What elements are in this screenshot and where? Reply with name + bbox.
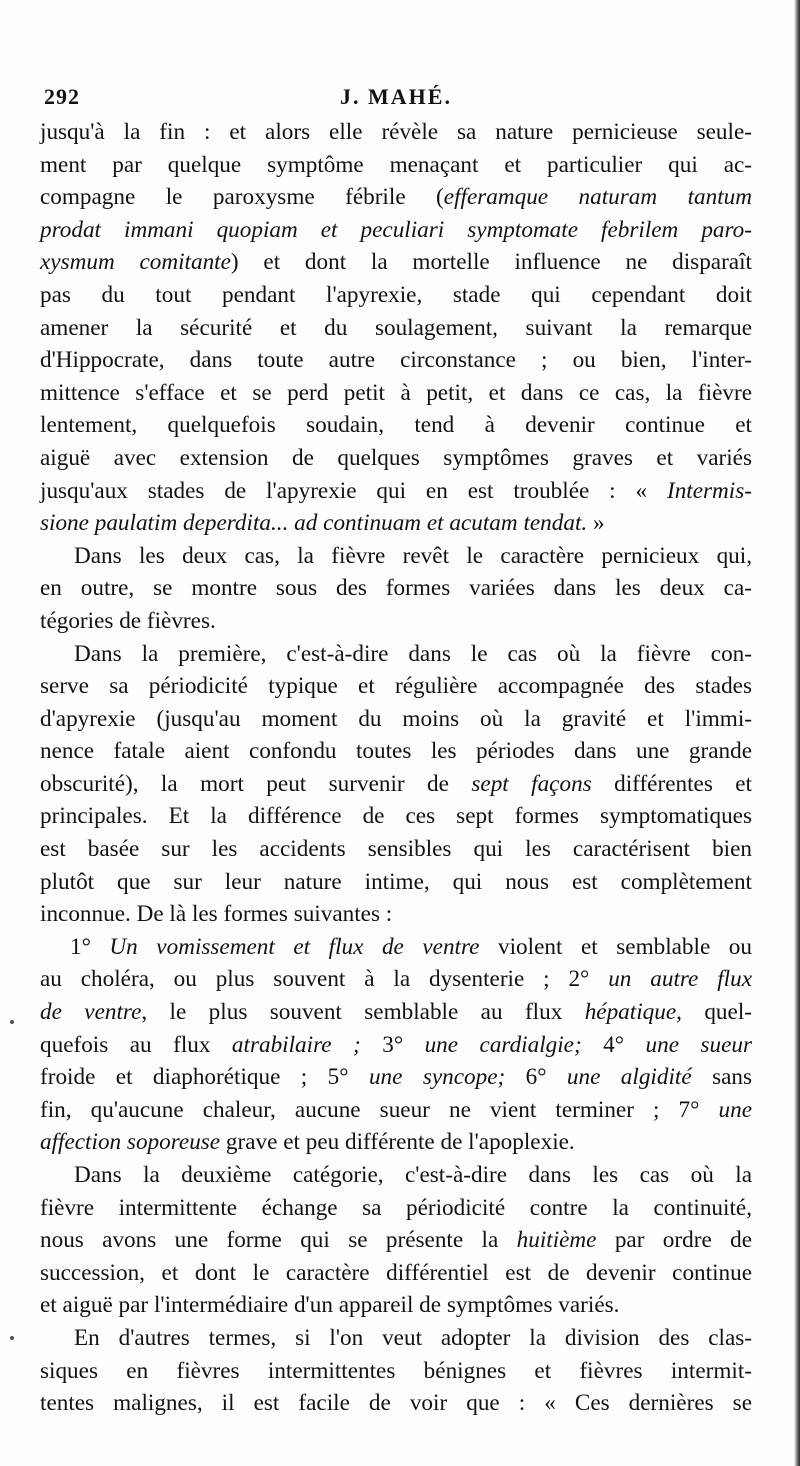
text-line [40, 800, 752, 833]
text-run: Dans la deuxième catégorie, c'est-à-dire dans les cas où la [74, 1162, 752, 1188]
text-run: Dans la première, c'est-à-dire dans le cas où la fièvre con- [74, 640, 752, 667]
text-line [40, 312, 752, 345]
body-text [40, 116, 752, 1420]
italic-run: prodat immani quopiam et peculiari symptomate febrilem paro- [40, 216, 752, 243]
page-number: 292 [44, 84, 80, 109]
page-header [40, 78, 752, 114]
text-run: tentes malignes, il est facile de voir que : « Ces dernières se [40, 1390, 752, 1417]
text-line [40, 540, 752, 573]
text-run: serve sa périodicité typique et régulière accompagnée des stades [40, 673, 752, 700]
text-run: , le plus souvent semblable au flux [141, 999, 585, 1026]
italic-run: atrabilaire ; [231, 1031, 361, 1058]
text-line [40, 246, 752, 279]
text-run: d'apyrexie (jusqu'au moment du moins où la gravité et l'immi- [40, 705, 752, 732]
text-run: principales. Et la différence de ces sept formes symptomatiques [40, 803, 752, 830]
text-run: violent et semblable ou [479, 933, 752, 960]
running-head: J. MAHÉ. [340, 84, 452, 109]
text-line [40, 1289, 752, 1322]
text-run: 6° [505, 1064, 567, 1091]
text-line [40, 670, 752, 703]
page-edge-shadow [794, 0, 800, 1466]
text-run: nous avons une forme qui se présente la [40, 1227, 517, 1254]
margin-mark [10, 1020, 14, 1024]
text-line [40, 833, 752, 866]
text-line [40, 1224, 752, 1257]
italic-run: huitième [516, 1227, 597, 1254]
text-run: 4° [581, 1031, 646, 1058]
text-line [40, 377, 752, 410]
text-line [40, 768, 752, 801]
text-run: , quel- [676, 999, 752, 1026]
text-run: amener la sécurité et du soulagement, suivant la remarque [40, 314, 752, 341]
text-run: d'Hippocrate, dans toute autre circonstance ; ou bien, l'inter- [40, 347, 752, 374]
text-run: en outre, se montre sous des formes variées dans les deux ca- [40, 575, 752, 602]
text-run: fièvre intermittente échange sa périodicité contre la continuité, [40, 1194, 752, 1221]
text-run: par ordre de [596, 1227, 752, 1254]
text-line [40, 1257, 752, 1290]
text-run: pas du tout pendant l'apyrexie, stade qui cependant doit [40, 281, 752, 308]
italic-run: de ventre [40, 999, 142, 1026]
text-run: au choléra, ou plus souvent à la dysenterie ; 2° [40, 966, 609, 993]
text-run: 1° [70, 933, 110, 960]
text-run: grave et peu différente de l'apoplexie. [220, 1129, 575, 1156]
text-line [40, 149, 752, 182]
text-line [40, 442, 752, 475]
text-run: est basée sur les accidents sensibles qui les caractérisent bien [40, 836, 752, 863]
text-line [40, 996, 752, 1029]
text-line [40, 409, 752, 442]
text-run: Dans les deux cas, la fièvre revêt le caractère pernicieux qui, [74, 542, 752, 569]
text-line [40, 931, 752, 964]
text-line [40, 116, 752, 149]
text-line [40, 638, 752, 671]
italic-run: une algidité [566, 1064, 692, 1091]
text-line [40, 1061, 752, 1094]
text-run: inconnue. De là les formes suivantes : [40, 901, 393, 928]
text-run: sans [691, 1064, 752, 1091]
text-line [40, 1322, 752, 1355]
text-line [40, 279, 752, 312]
italic-run: efferamque naturam tantum [443, 184, 752, 211]
text-line [40, 214, 752, 247]
text-line [40, 703, 752, 736]
text-run: obscurité), la mort peut survenir de [40, 770, 472, 797]
text-line [40, 963, 752, 996]
text-run: ) et dont la mortelle influence ne disparaît [230, 249, 752, 276]
italic-run: Intermis- [666, 477, 752, 504]
italic-run: sione paulatim deperdita... ad continuam et acutam tendat. [40, 510, 588, 537]
italic-run: Un vomissement et flux de ventre [109, 933, 480, 960]
text-line [40, 866, 752, 899]
text-run: lentement, quelquefois soudain, tend à devenir continue et [40, 412, 752, 439]
text-line [40, 507, 752, 540]
italic-run: affection soporeuse [40, 1129, 221, 1156]
italic-run: une [718, 1096, 752, 1123]
text-run: froide et diaphorétique ; 5° [40, 1064, 369, 1091]
margin-mark [10, 1336, 14, 1340]
text-line [40, 735, 752, 768]
italic-run: un autre flux [608, 966, 752, 993]
text-run: jusqu'aux stades de l'apyrexie qui en est troublée : « [40, 477, 667, 504]
text-run: » [587, 510, 605, 537]
text-line [40, 1094, 752, 1127]
text-line [40, 1159, 752, 1192]
text-line [40, 1029, 752, 1062]
italic-run: hépatique [584, 999, 677, 1026]
text-line [40, 181, 752, 214]
text-line [40, 605, 752, 638]
italic-run: une cardialgie; [424, 1031, 582, 1058]
text-run: nence fatale aient confondu toutes les périodes dans une grande [40, 738, 752, 765]
italic-run: une syncope; [368, 1064, 506, 1091]
text-run: quefois au flux [40, 1031, 232, 1058]
text-line [40, 1387, 752, 1420]
text-run: ment par quelque symptôme menaçant et particulier qui ac- [40, 151, 752, 178]
text-run: et aiguë par l'intermédiaire d'un appareil de symptômes variés. [40, 1292, 620, 1319]
italic-run: une sueur [645, 1031, 753, 1058]
text-run: tégories de fièvres. [40, 607, 216, 634]
text-line [40, 475, 752, 508]
text-line [40, 898, 752, 931]
text-run: succession, et dont le caractère différentiel est de devenir continue [40, 1259, 752, 1286]
text-run: plutôt que sur leur nature intime, qui nous est complètement [40, 868, 752, 895]
text-run: siques en fièvres intermittentes bénignes et fièvres intermit- [40, 1357, 752, 1384]
text-run: En d'autres termes, si l'on veut adopter la division des clas- [74, 1324, 752, 1351]
text-line [40, 344, 752, 377]
text-run: 3° [360, 1031, 425, 1058]
text-run: compagne le paroxysme fébrile ( [40, 184, 444, 211]
text-run: différentes et [591, 770, 753, 797]
text-run: aiguë avec extension de quelques symptômes graves et variés [40, 444, 752, 471]
text-line [40, 1355, 752, 1388]
italic-run: xysmum comitante [40, 249, 231, 276]
italic-run: sept façons [471, 770, 592, 797]
text-run: jusqu'à la fin : et alors elle révèle sa nature pernicieuse seule- [40, 119, 752, 145]
text-line [40, 572, 752, 605]
text-line [40, 1126, 752, 1159]
text-run: mittence s'efface et se perd petit à petit, et dans ce cas, la fièvre [40, 379, 752, 406]
text-line [40, 1192, 752, 1225]
text-run: fin, qu'aucune chaleur, aucune sueur ne vient terminer ; 7° [40, 1096, 719, 1123]
